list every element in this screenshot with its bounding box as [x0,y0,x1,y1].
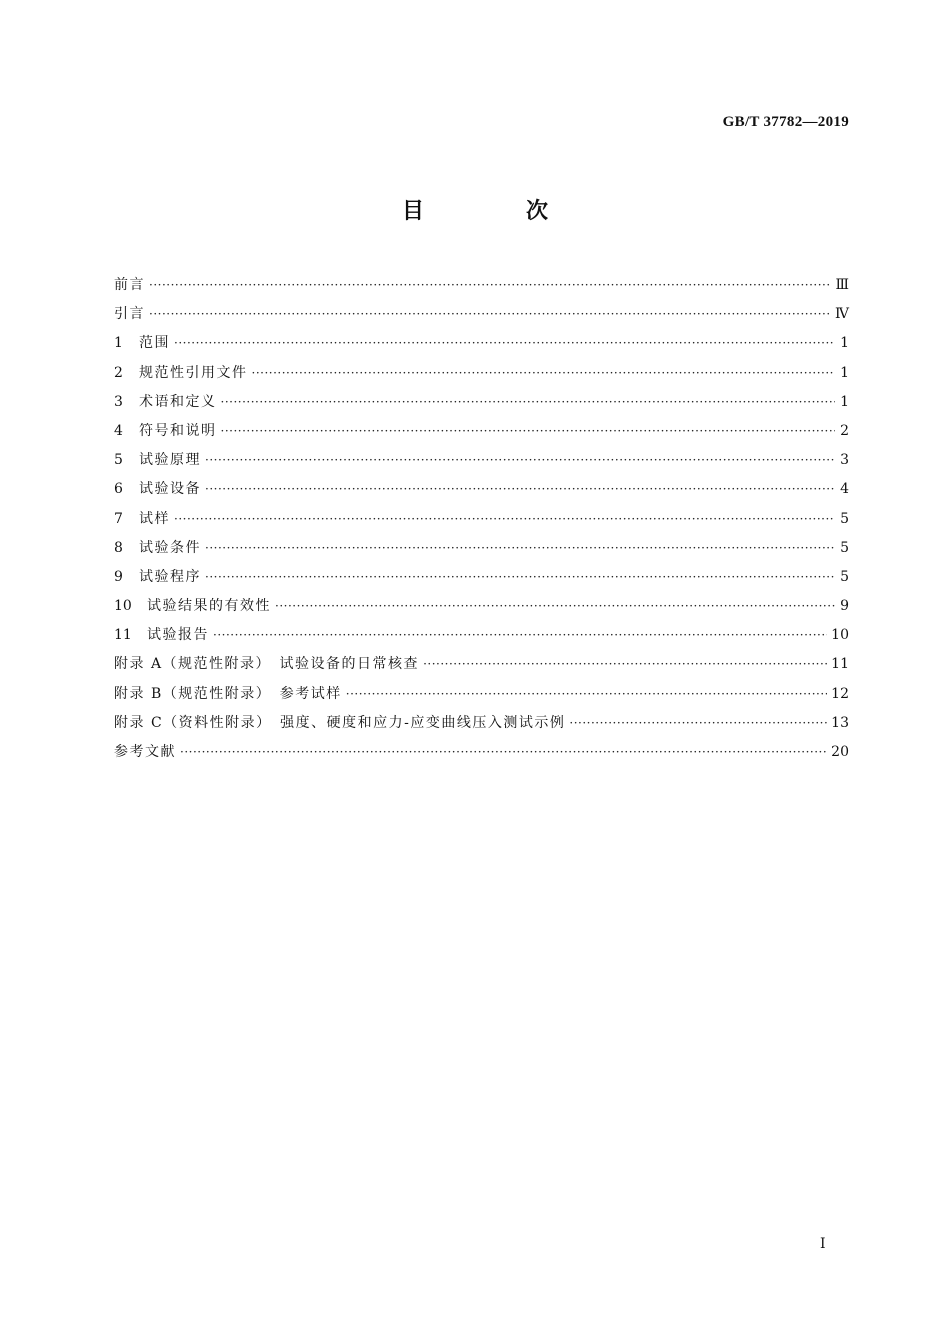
toc-entry-number: 10 [114,598,132,615]
toc-title: 目 次 [401,199,588,224]
toc-entry-page: 20 [831,744,849,760]
toc-leader-dots [205,453,835,467]
toc-entry-label: 附录 A（规范性附录） 试验设备的日常核查 [114,656,420,673]
toc-entry-6[interactable] [114,478,849,507]
toc-entry-number: 6 [114,481,123,498]
toc-entry-page: 1 [840,393,849,410]
toc-entry-page: Ⅲ [835,277,849,293]
toc-entry-number: 4 [114,422,123,439]
toc-entry-7[interactable] [114,508,849,537]
toc-entry-number: 5 [114,452,123,469]
toc-leader-dots [252,366,836,380]
toc-entry-11[interactable] [114,624,849,653]
toc-entry-label: 试验报告 [147,627,209,644]
toc-entry-label: 附录 B（规范性附录） 参考试样 [114,685,342,702]
toc-entry-label: 试样 [139,510,170,527]
toc-entry-label: 试验条件 [139,539,201,556]
toc-entry-label: 范围 [139,335,170,352]
toc-leader-dots [205,541,835,555]
toc-leader-dots [180,745,827,759]
toc-entry-label: 附录 C（资料性附录） 强度、硬度和应力-应变曲线压入测试示例 [114,714,566,731]
toc-entry-page: 4 [840,481,849,498]
toc-entry-label: 试验设备 [139,481,201,498]
toc-entry-annex-a[interactable] [114,653,849,682]
page-number: Ⅰ [820,1236,826,1252]
table-of-contents [114,274,849,770]
toc-entry-number: 3 [114,393,123,410]
toc-entry-5[interactable] [114,449,849,478]
toc-entry-foreword[interactable] [114,274,849,303]
toc-entry-8[interactable] [114,537,849,566]
toc-entry-label: 试验结果的有效性 [147,598,271,615]
toc-leader-dots [346,687,827,701]
toc-leader-dots [149,307,831,321]
toc-entry-page: 13 [831,714,849,731]
toc-entry-label: 试验程序 [139,568,201,585]
toc-entry-page: 11 [831,656,849,673]
toc-entry-page: 3 [840,452,849,469]
toc-entry-page: 9 [840,598,849,615]
toc-entry-number: 11 [114,627,132,644]
toc-entry-page: 1 [840,364,849,381]
toc-leader-dots [275,599,835,613]
toc-leader-dots [174,512,835,526]
toc-entry-label: 试验原理 [139,452,201,469]
toc-leader-dots [205,570,835,584]
toc-entry-introduction[interactable] [114,303,849,332]
toc-entry-page: Ⅳ [835,306,849,323]
toc-entry-page: 1 [840,335,849,352]
toc-entry-page: 12 [831,685,849,702]
toc-entry-label: 符号和说明 [139,422,217,439]
toc-entry-number: 8 [114,539,123,556]
toc-entry-2[interactable] [114,362,849,391]
toc-entry-page: 10 [831,627,849,644]
toc-entry-4[interactable] [114,420,849,449]
toc-entry-number: 2 [114,364,123,381]
toc-entry-bibliography[interactable] [114,741,849,770]
toc-entry-label: 参考文献 [114,744,176,760]
toc-entry-1[interactable] [114,332,849,361]
toc-entry-label: 规范性引用文件 [139,364,248,381]
toc-leader-dots [174,336,835,350]
toc-leader-dots [423,657,827,671]
toc-entry-label: 引言 [114,306,145,323]
toc-entry-annex-c[interactable] [114,712,849,741]
standard-code: GB/T 37782—2019 [722,114,849,130]
toc-entry-number: 1 [114,335,123,352]
toc-entry-number: 9 [114,568,123,585]
toc-entry-3[interactable] [114,391,849,420]
toc-entry-label: 前言 [114,277,145,293]
toc-entry-label: 术语和定义 [139,393,217,410]
toc-leader-dots [149,278,831,292]
toc-entry-10[interactable] [114,595,849,624]
toc-leader-dots [221,424,836,438]
toc-entry-number: 7 [114,510,123,527]
toc-entry-page: 5 [840,568,849,585]
toc-entry-annex-b[interactable] [114,683,849,712]
toc-leader-dots [221,395,836,409]
toc-leader-dots [213,628,827,642]
toc-leader-dots [569,716,827,730]
toc-entry-page: 2 [840,422,849,439]
toc-entry-9[interactable] [114,566,849,595]
toc-leader-dots [205,482,835,496]
toc-entry-page: 5 [840,539,849,556]
toc-entry-page: 5 [840,510,849,527]
